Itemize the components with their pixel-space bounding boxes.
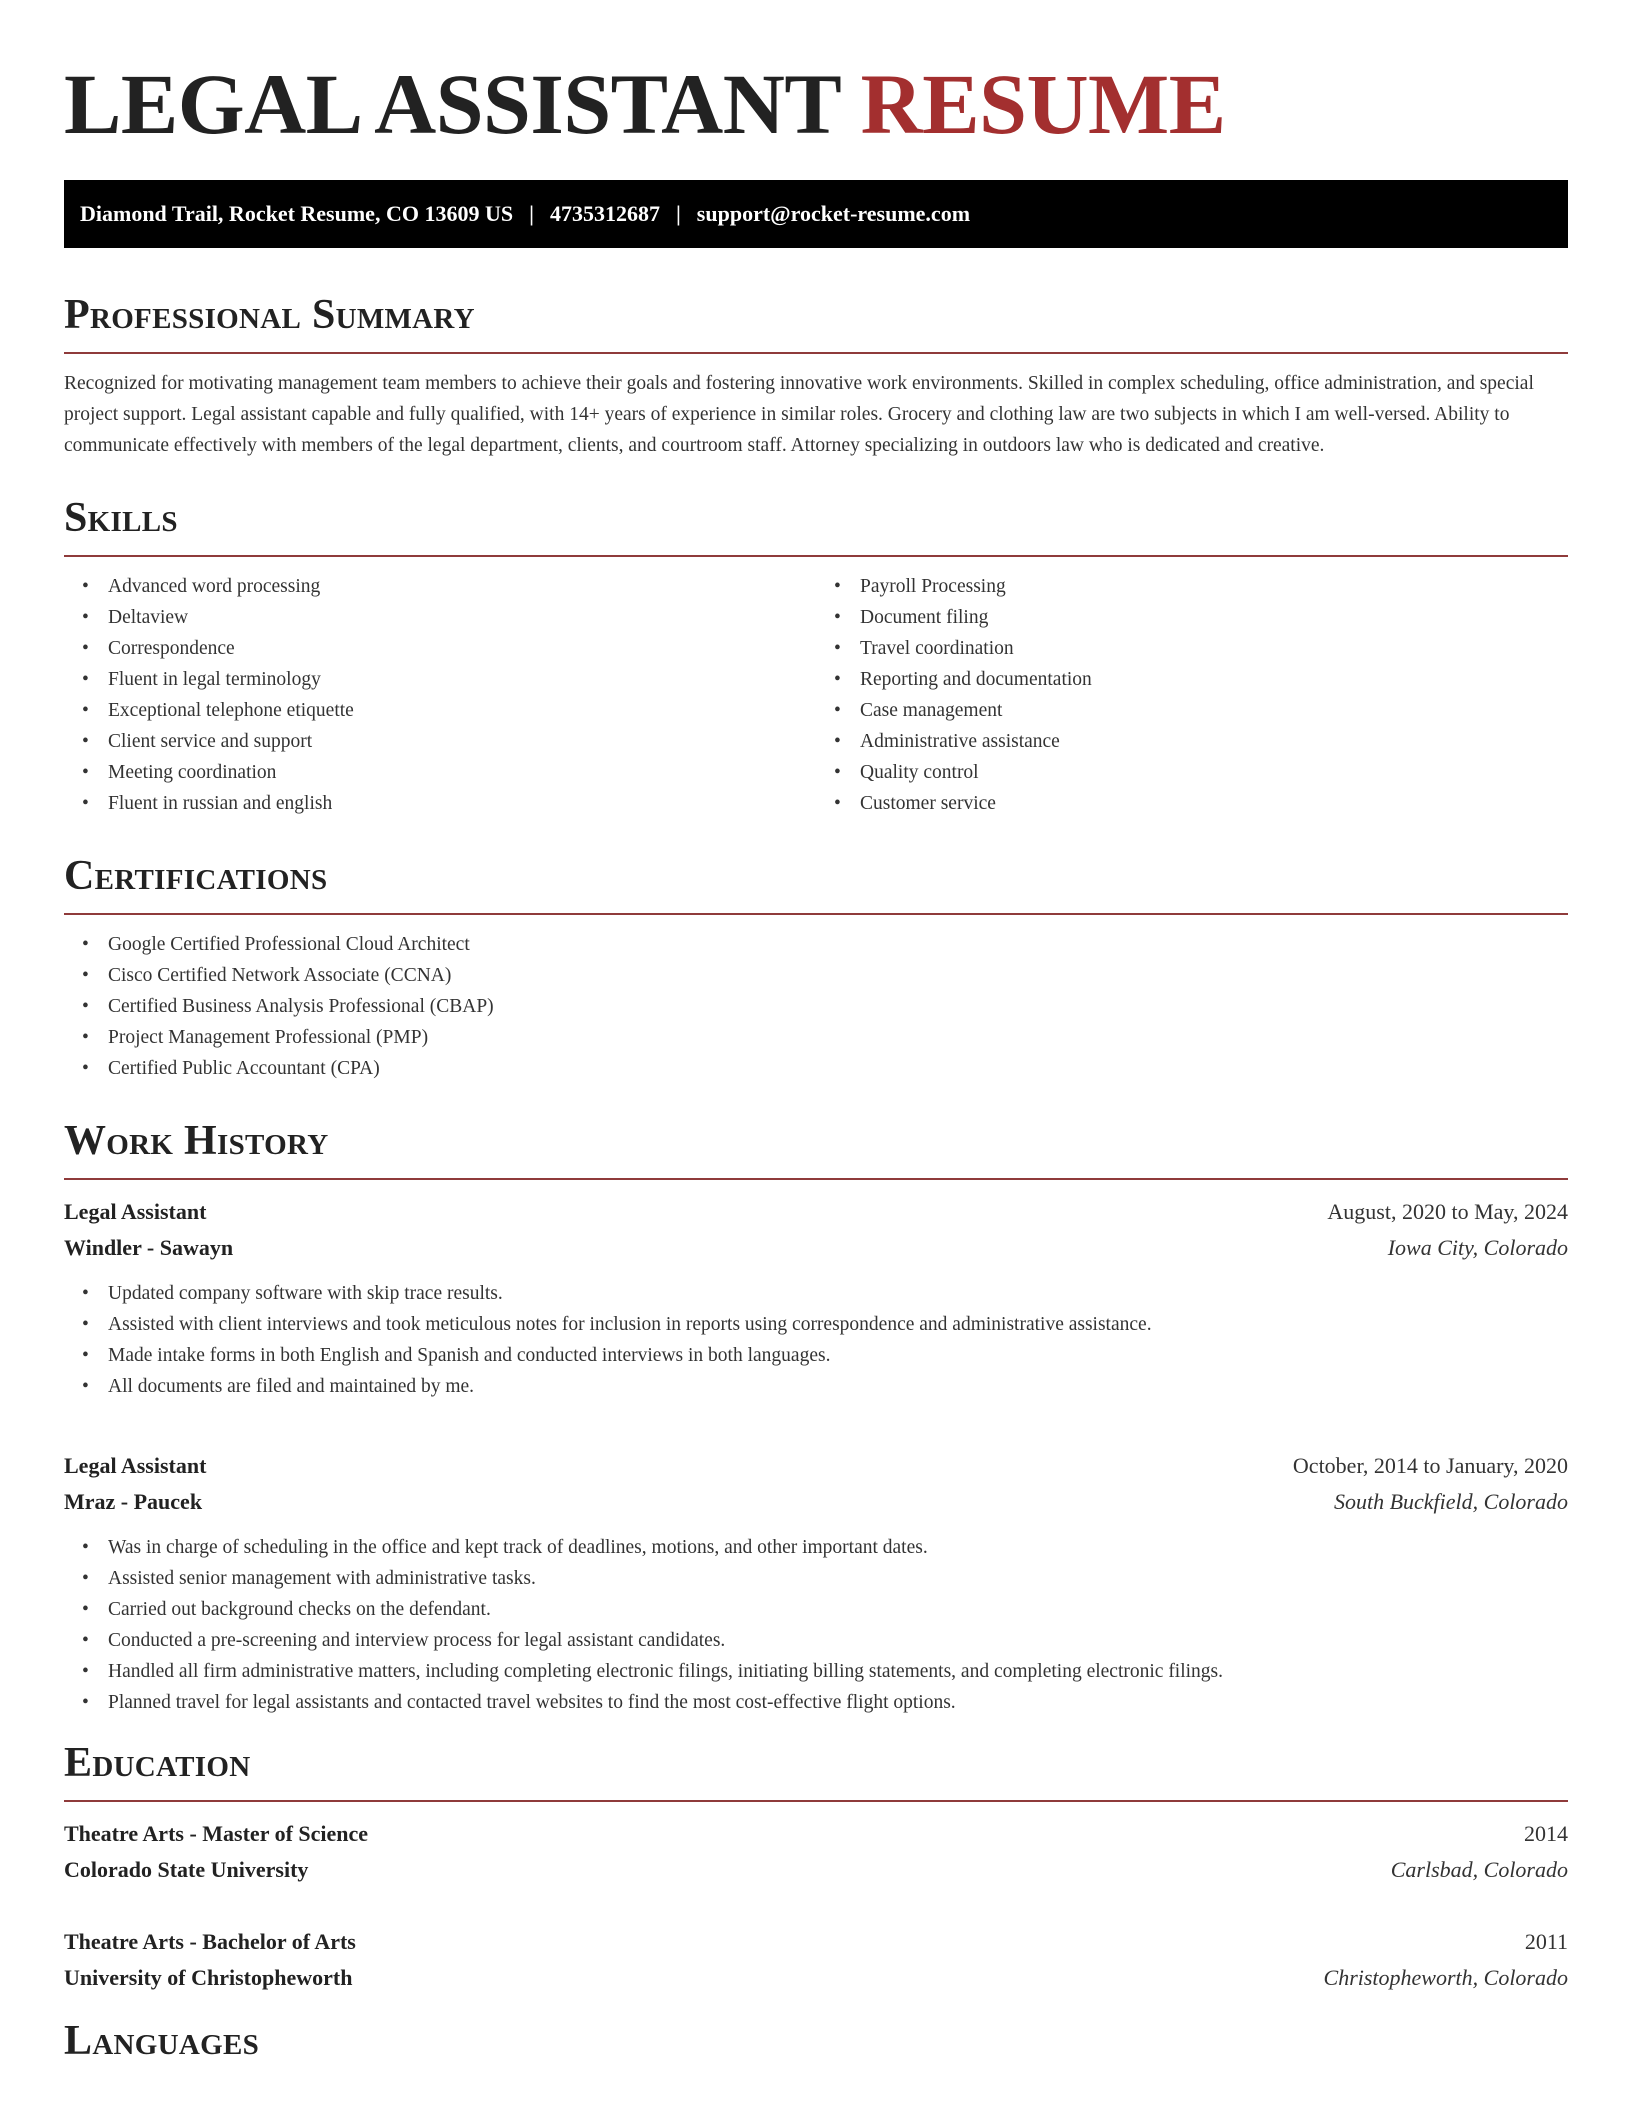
job-title: Legal Assistant [64, 1453, 207, 1478]
job-title: Legal Assistant [64, 1199, 207, 1224]
education-school: University of Christopheworth [64, 1965, 353, 1990]
summary-text: Recognized for motivating management team members to achieve their goals and fostering innovative work environments. Skilled in complex scheduling, office administration, and special project support. Legal assistant capable and fully qualified, with 14+ years of experience in similar roles. Grocery and clothing law are two subjects in which I am well-versed. Ability to communicate effectively with members of the legal department, clients, and courtroom staff. Attorney specializing in outdoors law who is dedicated and creative. [64, 373, 1534, 456]
section-heading: Certifications [64, 853, 328, 899]
contact-phone[interactable]: 4735312687 [549, 201, 660, 226]
education-location: Christopheworth, Colorado [1323, 1965, 1568, 1990]
skills-grid [64, 571, 1568, 819]
skills-list-left [64, 571, 816, 819]
education-degree-row [64, 1924, 1568, 1960]
contact-separator: | [529, 201, 534, 226]
list-item: • Assisted senior management with administrative tasks. [108, 1563, 1568, 1594]
list-item: • Carried out background checks on the defendant. [108, 1594, 1568, 1625]
job-company-row [64, 1230, 1568, 1266]
list-item: • Fluent in russian and english [108, 788, 816, 819]
list-item: • Google Certified Professional Cloud Architect [108, 929, 1568, 960]
education-location: Carlsbad, Colorado [1390, 1857, 1568, 1882]
section-heading: Education [64, 1740, 251, 1786]
list-item: • Conducted a pre-screening and interview process for legal assistant candidates. [108, 1625, 1568, 1656]
list-item: • Case management [860, 695, 1568, 726]
certifications-section [64, 853, 1568, 1084]
section-heading: Languages [64, 2018, 260, 2064]
education-degree: Theatre Arts - Bachelor of Arts [64, 1929, 356, 1954]
section-divider [64, 1178, 1568, 1180]
title-main: LEGAL ASSISTANT [64, 56, 840, 152]
languages-section [64, 2018, 1568, 2064]
job-company-row [64, 1484, 1568, 1520]
education-school: Colorado State University [64, 1857, 309, 1882]
contact-address: Diamond Trail, Rocket Resume, CO 13609 US [80, 201, 514, 226]
list-item: • Customer service [860, 788, 1568, 819]
list-item: • Updated company software with skip trace results. [108, 1278, 1568, 1309]
section-divider [64, 352, 1568, 354]
contact-email[interactable]: support@rocket-resume.com [696, 201, 971, 226]
education-school-row [64, 1960, 1568, 1996]
list-item: • Meeting coordination [108, 757, 816, 788]
education-year: 2014 [1524, 1821, 1568, 1846]
education-degree: Theatre Arts - Master of Science [64, 1821, 369, 1846]
job-bullets [64, 1278, 1568, 1402]
list-item: • Advanced word processing [108, 571, 816, 602]
job-dates: October, 2014 to January, 2020 [1292, 1453, 1568, 1478]
list-item: • Deltaview [108, 602, 816, 633]
job-location: South Buckfield, Colorado [1333, 1489, 1568, 1514]
list-item: • Quality control [860, 757, 1568, 788]
list-item: • Planned travel for legal assistants and contacted travel websites to find the most cost-effective flight options. [108, 1687, 1568, 1718]
list-item: • Fluent in legal terminology [108, 664, 816, 695]
list-item: • Administrative assistance [860, 726, 1568, 757]
education-degree-row [64, 1816, 1568, 1852]
section-heading: Skills [64, 495, 178, 541]
job-header-row [64, 1448, 1568, 1484]
list-item: • Made intake forms in both English and Spanish and conducted interviews in both languages. [108, 1340, 1568, 1371]
skills-list-right [816, 571, 1568, 819]
list-item: • Handled all firm administrative matters, including completing electronic filings, initiating billing statements, and completing electronic filings. [108, 1656, 1568, 1687]
contact-bar [64, 180, 1568, 248]
job-bullets [64, 1532, 1568, 1718]
job-location: Iowa City, Colorado [1387, 1235, 1568, 1260]
education-section [64, 1740, 1568, 1996]
job-company: Windler - Sawayn [64, 1235, 234, 1260]
list-item: • Document filing [860, 602, 1568, 633]
education-year: 2011 [1524, 1929, 1568, 1954]
section-divider [64, 555, 1568, 557]
job-header-row [64, 1194, 1568, 1230]
list-item: • Certified Public Accountant (CPA) [108, 1053, 1568, 1084]
spacer [64, 1412, 1568, 1448]
job-entry [64, 1448, 1568, 1718]
education-entry [64, 1816, 1568, 1888]
section-heading: Work History [64, 1118, 329, 1164]
job-entry [64, 1194, 1568, 1402]
education-school-row [64, 1852, 1568, 1888]
job-company: Mraz - Paucek [64, 1489, 203, 1514]
resume-title [64, 0, 1568, 152]
contact-separator: | [675, 201, 681, 226]
list-item: • Was in charge of scheduling in the office and kept track of deadlines, motions, and other important dates. [108, 1532, 1568, 1563]
education-entry [64, 1924, 1568, 1996]
section-divider [64, 913, 1568, 915]
certifications-list [64, 929, 1568, 1084]
summary-section [64, 292, 1568, 461]
spacer [64, 1898, 1568, 1924]
list-item: • Cisco Certified Network Associate (CCNA) [108, 960, 1568, 991]
skills-section [64, 495, 1568, 819]
list-item: • Payroll Processing [860, 571, 1568, 602]
job-dates: August, 2020 to May, 2024 [1327, 1199, 1568, 1224]
list-item: • Travel coordination [860, 633, 1568, 664]
list-item: • Project Management Professional (PMP) [108, 1022, 1568, 1053]
work-history-section [64, 1118, 1568, 1718]
section-heading: Professional Summary [64, 292, 475, 338]
section-divider [64, 1800, 1568, 1802]
list-item: • Exceptional telephone etiquette [108, 695, 816, 726]
list-item: • Assisted with client interviews and took meticulous notes for inclusion in reports using correspondence and administrative assistance. [108, 1309, 1568, 1340]
list-item: • Reporting and documentation [860, 664, 1568, 695]
list-item: • Certified Business Analysis Professional (CBAP) [108, 991, 1568, 1022]
list-item: • Client service and support [108, 726, 816, 757]
list-item: • All documents are filed and maintained by me. [108, 1371, 1568, 1402]
title-accent: RESUME [860, 56, 1226, 152]
list-item: • Correspondence [108, 633, 816, 664]
